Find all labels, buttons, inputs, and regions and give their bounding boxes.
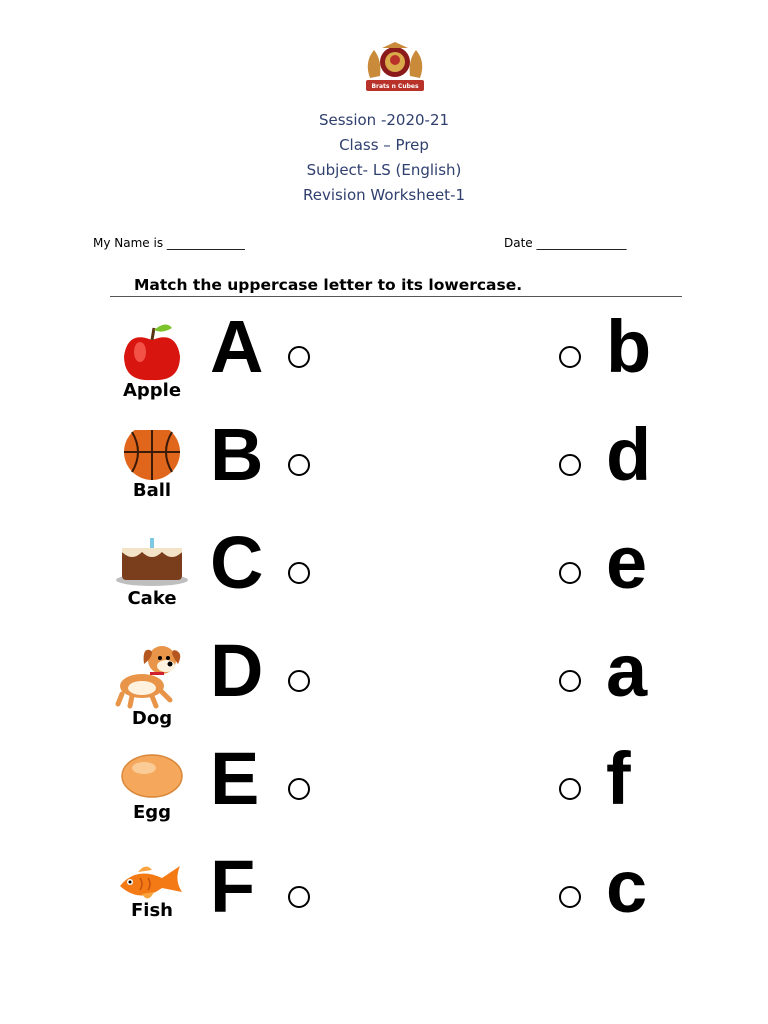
word-label: Egg: [132, 802, 172, 823]
match-dot-right[interactable]: [559, 778, 581, 800]
match-dot-right[interactable]: [559, 562, 581, 584]
subject-label: Subject- LS (English): [306, 161, 462, 179]
word-label: Fish: [131, 900, 173, 921]
word-label: Dog: [131, 708, 173, 729]
school-logo: [360, 40, 430, 98]
lowercase-letter: a: [606, 629, 648, 712]
uppercase-letter: E: [210, 737, 260, 820]
instruction: Match the uppercase letter to its lowercase.: [134, 276, 523, 294]
word-label: Apple: [122, 380, 182, 401]
match-row: [0, 305, 768, 430]
lowercase-letter: d: [606, 413, 652, 496]
divider: [110, 296, 682, 297]
word-label: Cake: [127, 588, 177, 609]
lowercase-letter: c: [606, 845, 648, 928]
match-dot-left[interactable]: [288, 670, 310, 692]
match-dot-left[interactable]: [288, 778, 310, 800]
match-row: [0, 629, 768, 754]
match-row: [0, 413, 768, 538]
match-dot-left[interactable]: [288, 886, 310, 908]
match-dot-left[interactable]: [288, 454, 310, 476]
match-row: [0, 521, 768, 646]
uppercase-letter: B: [210, 413, 264, 496]
lowercase-letter: b: [606, 305, 652, 388]
lowercase-letter: e: [606, 521, 648, 604]
match-dot-left[interactable]: [288, 562, 310, 584]
fish-icon: [112, 862, 192, 932]
uppercase-letter: F: [210, 845, 256, 928]
match-row: [0, 737, 768, 862]
uppercase-letter: A: [210, 305, 264, 388]
match-dot-right[interactable]: [559, 886, 581, 908]
dog-icon: [112, 646, 192, 716]
logo-text: Brats n Cubes: [371, 83, 419, 90]
match-row: [0, 845, 768, 970]
worksheet-title: Revision Worksheet-1: [302, 186, 466, 204]
lowercase-letter: f: [606, 737, 631, 820]
match-dot-right[interactable]: [559, 454, 581, 476]
session-label: Session -2020-21: [318, 111, 450, 129]
uppercase-letter: D: [210, 629, 264, 712]
match-dot-left[interactable]: [288, 346, 310, 368]
name-field[interactable]: My Name is _____________: [93, 236, 245, 250]
uppercase-letter: C: [210, 521, 264, 604]
class-label: Class – Prep: [339, 136, 429, 154]
match-dot-right[interactable]: [559, 670, 581, 692]
word-label: Ball: [132, 480, 172, 501]
match-dot-right[interactable]: [559, 346, 581, 368]
date-field[interactable]: Date _______________: [504, 236, 627, 250]
